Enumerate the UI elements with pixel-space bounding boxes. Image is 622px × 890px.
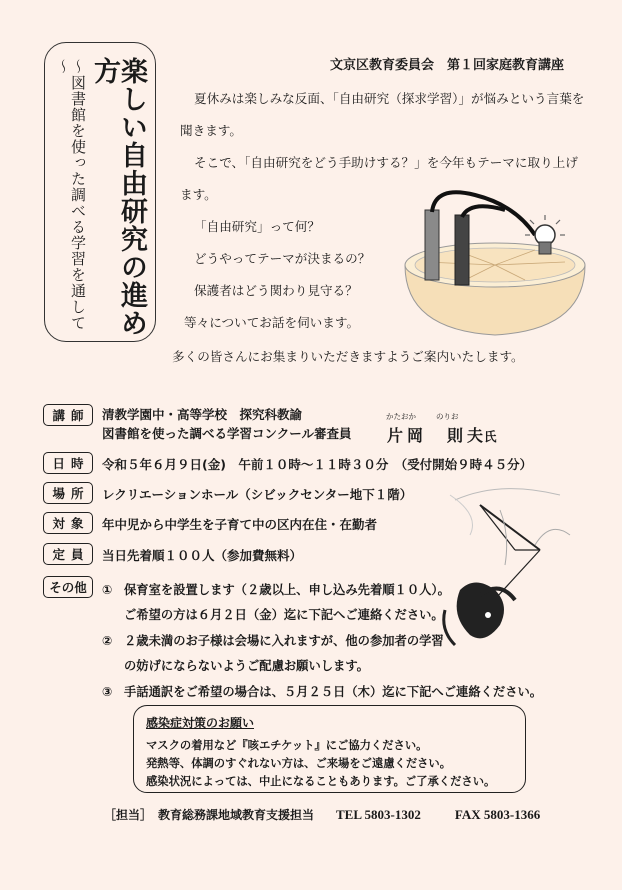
lemon-battery-illustration — [395, 190, 595, 340]
notice-line: 発熱等、体調のすぐれない方は、ご来場をご遠慮ください。 — [146, 757, 452, 770]
lecturer-honorific: 氏 — [484, 429, 497, 444]
ruby-family: かたおか — [386, 412, 416, 421]
other-item-2-cont: の妨げにならないようご配慮お願いします。 — [124, 659, 369, 673]
intro-line: どうやってテーマが決まるの？ — [194, 251, 371, 266]
contact-tel: TEL 5803-1302 — [336, 807, 421, 822]
organizer: 文京区教育委員会 第１回家庭教育講座 — [330, 58, 565, 73]
notice-title: 感染症対策のお願い — [146, 716, 255, 730]
datetime-value: 令和５年６月９日(金) 午前１０時～１１時３０分 （受付開始９時４５分） — [102, 457, 533, 472]
label-datetime: 日時 — [43, 452, 93, 474]
lecturer-name: 片岡 則夫 — [387, 426, 488, 445]
intro-line: そこで、「自由研究をどう手助けする？」を今年もテーマに取り上げ — [194, 155, 578, 170]
contact-footer — [104, 806, 540, 823]
item-text: ２歳未満のお子様は会場に入れますが、他の参加者の学習 — [124, 634, 444, 648]
title-main: 楽しい自由研究の進め方 — [89, 57, 147, 337]
intro-line: 多くの皆さんにお集まりいただきますようご案内いたします。 — [172, 349, 524, 364]
intro-line: 「自由研究」って何？ — [194, 219, 320, 234]
capacity-value: 当日先着順１００人（参加費無料） — [102, 548, 303, 563]
item-number: ③ — [102, 685, 113, 699]
infection-notice-box — [133, 705, 526, 793]
notice-line: マスクの着用など『咳エチケット』にご協力ください。 — [146, 739, 428, 752]
lecturer-affiliation: 清教学園中・高等学校 探究科教諭 — [102, 407, 303, 422]
label-lecturer: 講師 — [43, 404, 93, 426]
item-number: ② — [102, 634, 113, 648]
other-item-2 — [102, 631, 444, 649]
ruby-given: のりお — [436, 412, 459, 421]
title-box — [44, 42, 156, 342]
intro-line: ます。 — [180, 187, 217, 202]
contact-department: ［担当］ 教育総務課地域教育支援担当 — [104, 808, 315, 822]
item-text: 手話通訳をご希望の場合は、５月２５日（木）迄に下記へご連絡ください。 — [124, 685, 543, 699]
place-value: レクリエーションホール（シビックセンター地下１階） — [102, 487, 413, 502]
item-number: ① — [102, 583, 113, 597]
tree-string-illustration — [440, 475, 580, 650]
lecturer-role: 図書館を使った調べる学習コンクール審査員 — [102, 426, 352, 441]
intro-line: 等々についてお話を伺います。 — [184, 315, 360, 330]
intro-line: 聞きます。 — [180, 123, 242, 138]
target-value: 年中児から中学生を子育て中の区内在住・在勤者 — [102, 517, 378, 532]
notice-line: 感染状況によっては、中止になることもあります。ご了承ください。 — [146, 775, 496, 788]
label-other: その他 — [43, 576, 93, 598]
other-item-1 — [102, 580, 450, 598]
intro-line: 保護者はどう関わり見守る？ — [194, 283, 358, 298]
intro-line: 夏休みは楽しみな反面、「自由研究（探求学習）」が悩みという言葉を — [194, 91, 585, 106]
contact-fax: FAX 5803-1366 — [454, 807, 541, 822]
item-text: 保育室を設置します（２歳以上、申し込み先着順１０人）。 — [124, 583, 450, 597]
other-item-3 — [102, 682, 542, 700]
other-item-1-cont: ご希望の方は６月２日（金）迄に下記へご連絡ください。 — [124, 608, 444, 622]
label-capacity: 定員 — [43, 543, 93, 565]
title-subtitle: ～図書館を使った調べる学習を通して～ — [54, 59, 87, 331]
label-target: 対象 — [43, 512, 93, 534]
label-place: 場所 — [43, 482, 93, 504]
